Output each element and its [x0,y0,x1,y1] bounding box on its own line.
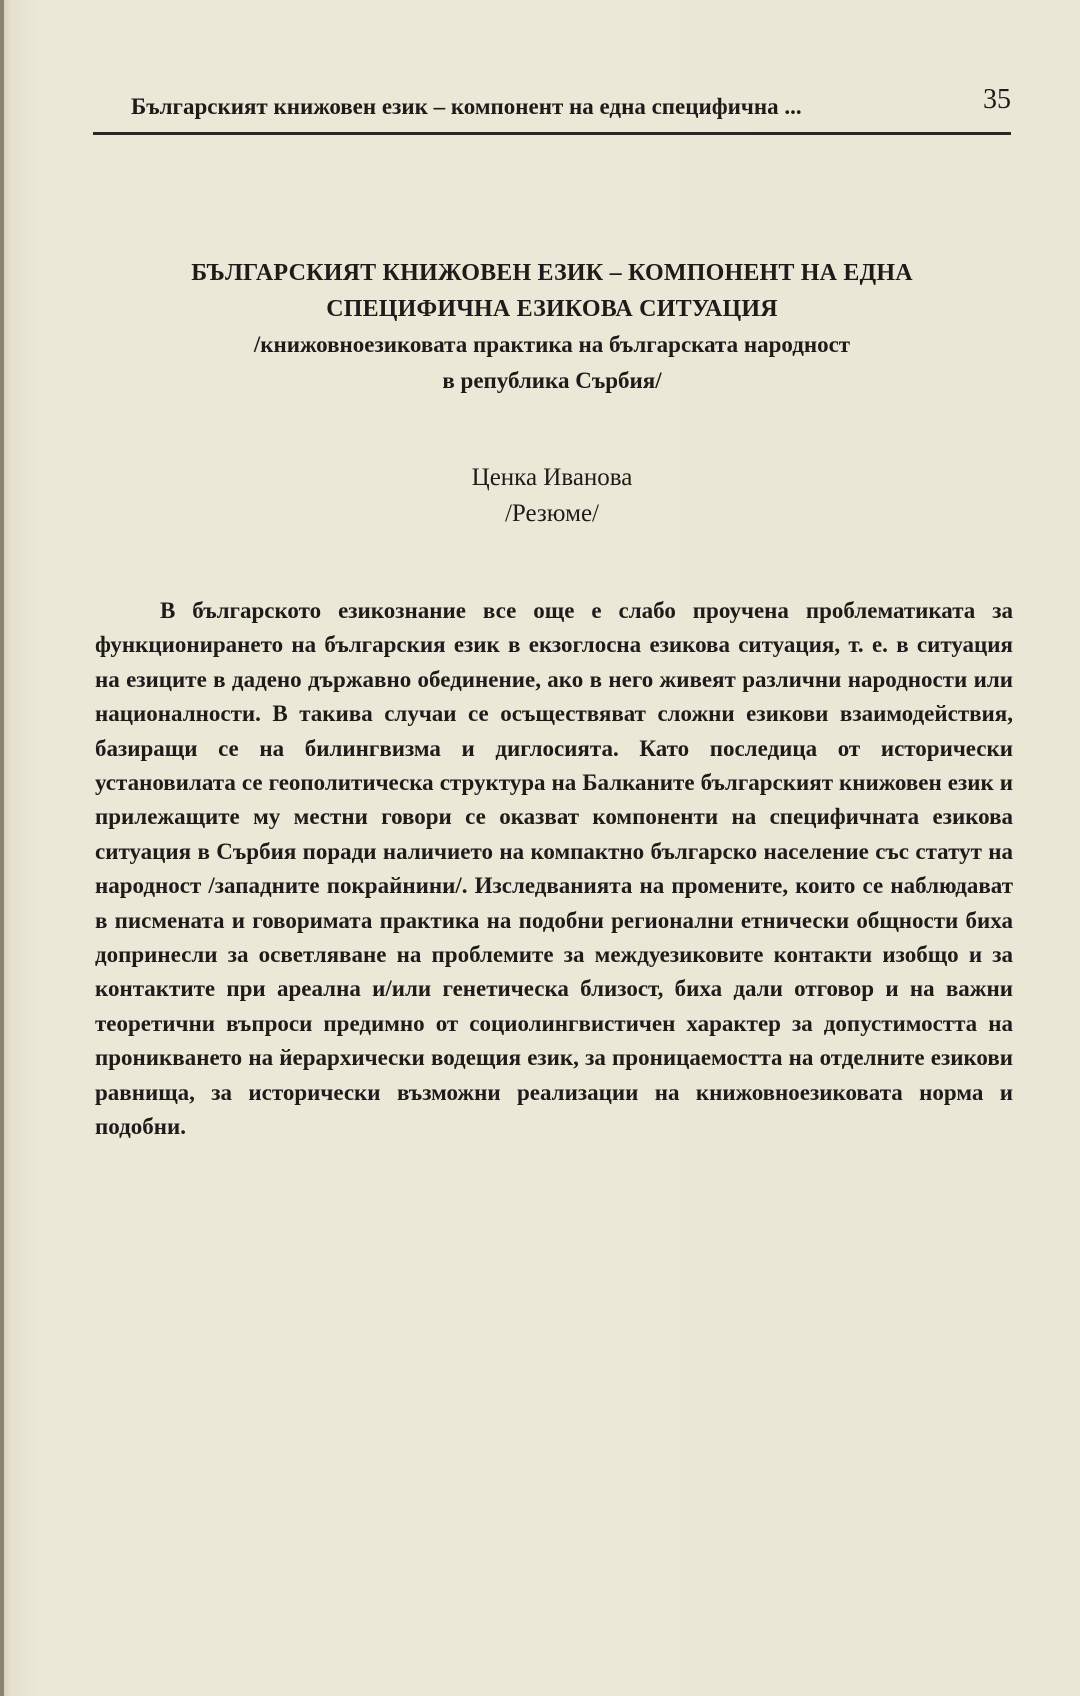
author-name: Ценка Иванова [471,464,633,491]
article-subtitle-line-1: /книжовноезиковата практика на българската народност [253,332,851,357]
author-block [93,460,1011,532]
running-title: Българският книжовен език – компонент на една специфична ... [131,94,802,119]
binding-edge [0,0,4,1696]
article-title-line-1: БЪЛГАРСКИЯТ КНИЖОВЕН ЕЗИК – КОМПОНЕНТ НА ЕДНА [191,260,913,286]
page-number: 35 [983,84,1011,115]
article-subtitle-line-2: в република Сърбия/ [442,368,662,393]
resume-label: /Резюме/ [504,500,599,527]
article-title-line-2: СПЕЦИФИЧНА ЕЗИКОВА СИТУАЦИЯ [326,296,778,322]
article-heading [93,255,1011,399]
abstract-paragraph: В българското езикознание все още е слабо проучена проблематиката за функционирането на българския език в екзоглосна езикова ситуация, т. е. в ситуация на езиците в дадено държавно обединение, ако в него живеят различни народности или националности. В такива случаи се осъществяват сложни езикови взаимодействия, базиращи се на билингвизма и диглосията. Като последица от исторически установилата се геополитическа структура на Балканите българският книжовен език и прилежащите му местни говори се оказват компоненти на специфичната езикова ситуация в Сърбия поради наличието на компактно българско население със статут на народност /западните покрайнини/. Изследванията на промените, които се наблюдават в писмената и говоримата практика на подобни регионални етнически общности биха допринесли за осветляване на проблемите за междуезиковите контакти изобщо и за контактите при ареална и/или генетическа близост, биха дали отговор и на важни теоретични въпроси предимно от социолингвистичен характер за допустимостта на проникването на йерархически водещия език, за проницаемостта на отделните езикови равнища, за исторически възможни реализации на книжовноезиковата норма и подобни. [95,598,1013,1140]
running-header [93,84,1011,135]
